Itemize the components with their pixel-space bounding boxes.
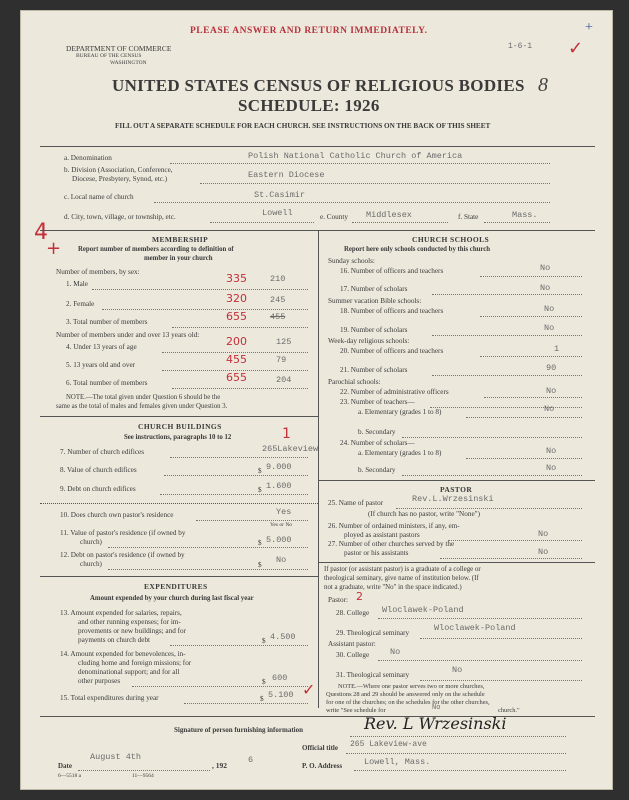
under-over-label: Number of members under and over 13 years old: — [56, 331, 200, 339]
check-mark-total: ✓ — [302, 680, 316, 699]
bureau-name: BUREAU OF THE CENSUS — [76, 53, 142, 59]
column-divider — [318, 230, 319, 708]
mark-red-plus: + — [46, 238, 62, 259]
members-by-sex-label: Number of members, by sex: — [56, 268, 140, 276]
yes-no-hint: Yes or No — [270, 522, 293, 528]
q2-label: 2. Female — [66, 300, 95, 308]
divider — [40, 146, 595, 147]
q24b-label: b. Secondary — [358, 466, 396, 474]
q31-label: 31. Theological seminary — [336, 671, 410, 679]
buildings-title: CHURCH BUILDINGS — [138, 422, 222, 431]
denomination-value: Polish National Catholic Church of America — [248, 151, 463, 161]
q15-label: 15. Total expenditures during year — [60, 694, 159, 702]
q25-note: (If church has no pastor, write "None") — [368, 510, 480, 518]
membership-subtitle-2: member in your church — [144, 255, 213, 262]
mark-one: 1 — [282, 426, 291, 442]
see-schedule-value: No — [432, 704, 441, 712]
official-title-label: Official title — [302, 744, 338, 752]
q20-value: 1 — [554, 344, 560, 354]
schools-title: CHURCH SCHOOLS — [412, 235, 490, 244]
date-label: Date — [58, 762, 72, 770]
q21-value: 90 — [546, 363, 557, 373]
q17-label: 17. Number of scholars — [340, 285, 408, 293]
pastor-title: PASTOR — [440, 485, 473, 494]
division-label-2: Diocese, Presbytery, Synod, etc.) — [72, 175, 168, 183]
po-address-value: Lowell, Mass. — [364, 757, 431, 767]
q11-label: 11. Value of pastor's residence (if owned by — [60, 529, 186, 537]
signature: Rev. L Wrzesinski — [364, 714, 507, 733]
q23b-label: b. Secondary — [358, 428, 396, 436]
state-value: Mass. — [512, 210, 538, 220]
q1-label: 1. Male — [66, 280, 88, 288]
po-address-label: P. O. Address — [302, 762, 343, 770]
pastor-name-value: Rev.L.Wrzesinski — [412, 494, 494, 504]
membership-note: NOTE.—The total given under Question 6 should be the — [66, 394, 221, 401]
membership-note-2: same as the total of males and females given under Question 3. — [56, 403, 228, 410]
q14-value: 600 — [272, 673, 288, 683]
q23a-value: No — [544, 404, 555, 414]
q12-label: 12. Debt on pastor's residence (if owned by — [60, 551, 185, 559]
expenditures-title: EXPENDITURES — [144, 582, 208, 591]
official-title-value: 265 Lakeview-ave — [350, 740, 427, 749]
signature-label: Signature of person furnishing information — [174, 726, 303, 734]
q30-label: 30. College — [336, 651, 370, 659]
mark-two: 2 — [356, 590, 363, 603]
q19-label: 19. Number of scholars — [340, 326, 408, 334]
county-value: Middlesex — [366, 210, 412, 220]
q25-label: 25. Name of pastor — [328, 499, 384, 507]
separate-schedule-instruction: FILL OUT A SEPARATE SCHEDULE FOR EACH CHURCH. SEE INSTRUCTIONS ON THE BACK OF THIS SHEET — [115, 122, 491, 130]
q28-label: 28. College — [336, 609, 370, 617]
q24a-label: a. Elementary (grades 1 to 8) — [358, 449, 442, 457]
city-label: d. City, town, village, or township, etc. — [64, 213, 176, 221]
q10-value: Yes — [276, 507, 292, 517]
q5-value: 79 — [276, 355, 287, 365]
city-name: WASHINGTON — [110, 60, 147, 66]
q24-label: 24. Number of scholars— — [340, 439, 415, 447]
q9-label: 9. Debt on church edifices — [60, 485, 136, 493]
q21-label: 21. Number of scholars — [340, 366, 408, 374]
q30-value: No — [390, 647, 401, 657]
city-value: Lowell — [262, 208, 293, 218]
q31-value: No — [452, 665, 463, 675]
q26-label: 26. Number of ordained ministers, if any, em- — [328, 522, 460, 530]
q27-label: 27. Number of other churches served by the — [328, 540, 455, 548]
q24b-value: No — [546, 463, 557, 473]
q3-value: 455 — [270, 312, 286, 322]
membership-title: MEMBERSHIP — [152, 235, 209, 244]
denomination-label: a. Denomination — [64, 154, 112, 162]
division-value: Eastern Diocese — [248, 170, 325, 180]
q22-value: No — [546, 386, 557, 396]
mark-eight: 8 — [538, 74, 548, 96]
form-title: UNITED STATES CENSUS OF RELIGIOUS BODIES — [112, 76, 525, 95]
q1-red-value: 335 — [226, 272, 247, 285]
pastor-sub-label: Pastor: — [328, 596, 348, 604]
expenditures-subtitle: Amount expended by your church during last fiscal year — [90, 595, 254, 602]
q3-label: 3. Total number of members — [66, 318, 148, 326]
q24a-value: No — [546, 446, 557, 456]
local-name-value: St.Casimir — [254, 190, 306, 200]
q11-value: 5.000 — [266, 535, 292, 545]
q10-label: 10. Does church own pastor's residence — [60, 511, 174, 519]
q12-value: No — [276, 555, 287, 565]
q13-label: 13. Amount expended for salaries, repairs, — [60, 609, 182, 617]
form-code: 1-6-1 — [508, 42, 533, 51]
q28-value: Wloclawek-Poland — [382, 605, 464, 615]
q9-value: 1.600 — [266, 481, 292, 491]
q23-label: 23. Number of teachers— — [340, 398, 415, 406]
form-number: 6—5518 a — [58, 773, 82, 779]
graduate-instruction: If pastor (or assistant pastor) is a graduate of a college or — [324, 566, 481, 573]
q4-value: 125 — [276, 337, 292, 347]
department-name: DEPARTMENT OF COMMERCE — [66, 44, 172, 53]
q20-label: 20. Number of officers and teachers — [340, 347, 444, 355]
schools-subtitle: Report here only schools conducted by this church — [344, 246, 491, 253]
assistant-pastor-label: Assistant pastor: — [328, 640, 376, 648]
q5-label: 5. 13 years old and over — [66, 361, 136, 369]
date-value: August 4th — [90, 752, 142, 762]
q18-value: No — [544, 304, 555, 314]
q4-label: 4. Under 13 years of age — [66, 343, 137, 351]
mark-plus: + — [585, 20, 593, 35]
q6-red-value: 655 — [226, 371, 247, 384]
q2-value: 245 — [270, 295, 286, 305]
county-label: e. County — [320, 213, 348, 221]
q27-value: No — [538, 547, 549, 557]
q4-red-value: 200 — [226, 335, 247, 348]
q7-label: 7. Number of church edifices — [60, 448, 145, 456]
check-mark-top: ✓ — [568, 38, 584, 59]
division-label: b. Division (Association, Conference, — [64, 166, 173, 174]
q8-label: 8. Value of church edifices — [60, 466, 137, 474]
q15-value: 5.100 — [268, 690, 294, 700]
schedule-title: SCHEDULE: 1926 — [238, 96, 380, 115]
q6-value: 204 — [276, 375, 292, 385]
q23a-label: a. Elementary (grades 1 to 8) — [358, 408, 442, 416]
q1-value: 210 — [270, 274, 286, 284]
q2-red-value: 320 — [226, 292, 247, 305]
local-name-label: c. Local name of church — [64, 193, 134, 201]
q29-label: 29. Theological seminary — [336, 629, 410, 637]
buildings-subtitle: See instructions, paragraphs 10 to 12 — [124, 434, 232, 441]
q8-value: 9.000 — [266, 462, 292, 472]
q17-value: No — [540, 283, 551, 293]
mark-four: 4 — [34, 220, 48, 245]
q6-label: 6. Total number of members — [66, 379, 148, 387]
q29-value: Wloclawek-Poland — [434, 623, 516, 633]
state-label: f. State — [458, 213, 479, 221]
q26-value: No — [538, 529, 549, 539]
membership-subtitle: Report number of members according to definition of — [78, 246, 234, 253]
q16-value: No — [540, 263, 551, 273]
q18-label: 18. Number of officers and teachers — [340, 307, 444, 315]
print-number: 11—9564 — [132, 773, 154, 779]
q22-label: 22. Number of administrative officers — [340, 388, 449, 396]
q5-red-value: 455 — [226, 353, 247, 366]
q16-label: 16. Number of officers and teachers — [340, 267, 444, 275]
q14-label: 14. Amount expended for benevolences, in- — [60, 650, 186, 658]
q13-value: 4.500 — [270, 632, 296, 642]
return-banner: PLEASE ANSWER AND RETURN IMMEDIATELY. — [190, 26, 428, 36]
q19-value: No — [544, 323, 555, 333]
q7-value: 265Lakeview — [262, 444, 319, 454]
pastor-note: NOTE.—Where one pastor serves two or more churches, — [338, 683, 485, 690]
year-digit: 6 — [248, 755, 254, 765]
census-form-sheet: PLEASE ANSWER AND RETURN IMMEDIATELY. DEPARTMENT OF COMMERCE BUREAU OF THE CENSUS WASHINGTON 1-6-1 ✓ + 8 UNITED STATES CENSUS OF RELIGIOUS BODIES SCHEDULE: 1926 FILL OUT A SEPARATE SCHEDULE FOR EACH CHURCH. SEE INSTRUCTIONS ON THE BACK OF THIS SHEET a. Denomination Polish National Catholic Church of America b. Division (Association, Conference, Diocese, Presbytery, Synod, etc.) Eastern Diocese c. Local name of church St.Casimir d. City, town, village, or township, etc. Lowell e. County Middlesex f. State Mass. 4 + MEMBERSHIP Report number of members according to definition of member in your church Number of members, by sex: 1. Male 335 210 2. Female 320 245 3. Total number of members 655 455 Number of members under and over 13 years old: 4. Under 13 years of age 200 125 5. 13 years old and over 455 79 6. Total number of members 655 204 NOTE.—The total given under Question 6 should be the same as the total of males and females given under Question 3. CHURCH BUILDINGS See instructions, paragraphs 10 to 12 1 7. Number of church edifices 265Lakeview 8. Value of church edifices $ 9.000 9. Debt on church edifices $ 1.600 10. Does church own pastor's residence Yes Yes or No 11. Value of pastor's residence (if owned by church) $ 5.000 12. Debt on pastor's residence (if owned by church) $ No EXPENDITURES Amount expended by your church during last fiscal year 13. Amount expended for salaries, repairs, and other running expenses; for im- provements or new buildings; and for payments on church debt $ 4.500 14. Amount expended for benevolences, in- cluding home and foreign missions; for denominational support; and for all other purposes $ 600 15. Total expenditures during year $ 5.100 ✓ CHURCH SCHOOLS Report here only schools conducted by this church Sunday schools: 16. Number of officers and teachers No 17. Number of scholars No Summer vacation Bible schools: 18. Number of officers and teachers No 19. Number of scholars No Week-day religious schools: 20. Number of officers and teachers 1 21. Number of scholars 90 Parochial schools: 22. Number of administrative officers No 23. Number of teachers— a. Elementary (grades 1 to 8) No b. Secondary 24. Number of scholars— a. Elementary (grades 1 to 8) No b. Secondary No PASTOR 25. Name of pastor Rev.L.Wrzesinski (If church has no pastor, write "None") 26. Number of ordained ministers, if any, em- ployed as assistant pastors No 27. Number of other churches served by the pastor or his assistants No If pastor (or assistant pastor) is a graduate of a college or theological seminary, give name of institution below. (If not a graduate, write "No" in the space indicated.) Pastor: 2 28. College Wloclawek-Poland 29. Theological seminary Wloclawek-Poland Assistant pastor: 30. College No 31. Theological seminary No NOTE.—Where one pastor serves two or more churches, Questions 28 and 29 should be answered only on the schedule for one of the churches; on the schedules for the other churches, write "See schedule for No church." Signature of person furnishing information Rev. L Wrzesinski Official title 265 Lakeview-ave Date August 4th , 192 6 P. O. Address Lowell, Mass. 6—5518 a 11—9564 — [20, 10, 613, 790]
q3-red-value: 655 — [226, 310, 247, 323]
